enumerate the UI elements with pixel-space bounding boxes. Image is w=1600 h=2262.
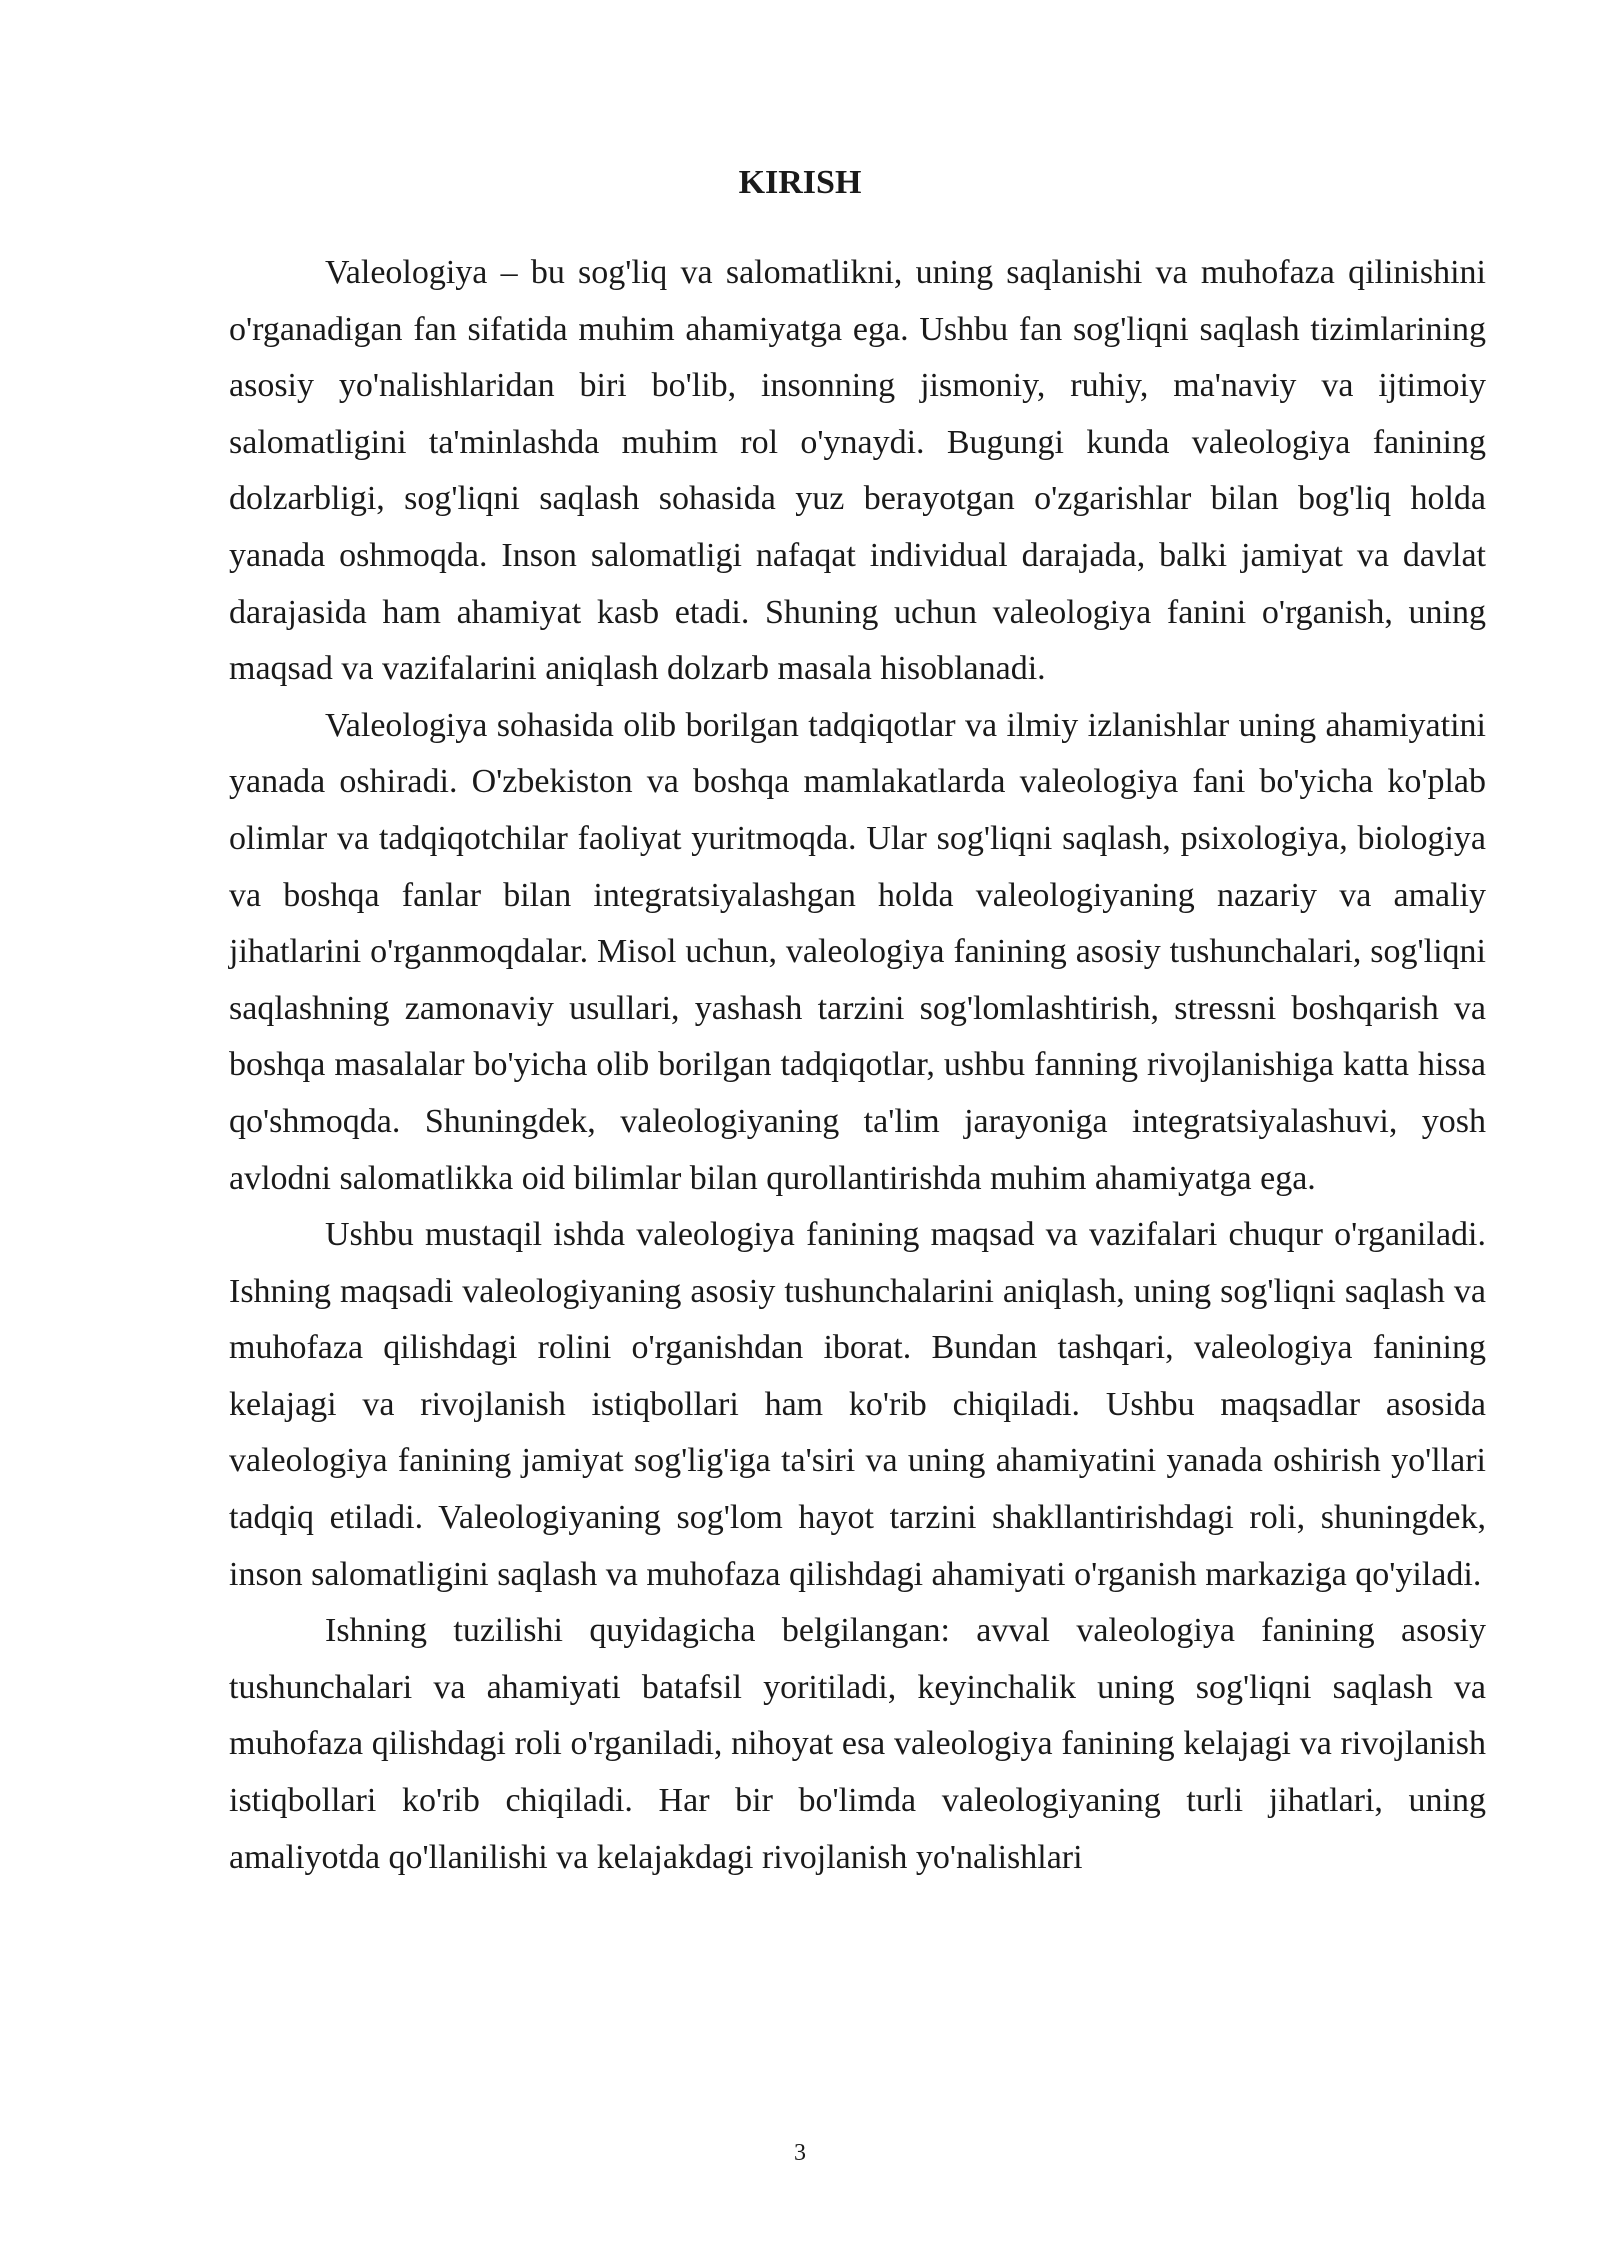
paragraph-3: Ushbu mustaqil ishda valeologiya fanining maqsad va vazifalari chuqur o'rganiladi. Ishning maqsadi valeologiyaning asosiy tushunchalarini aniqlash, uning sog'liqni saqlash va muhofaza qilishdagi rolini o'rganishdan iborat. Bundan tashqari, valeologiya fanining kelajagi va rivojlanish istiqbollari ham ko'rib chiqiladi. Ushbu maqsadlar asosida valeologiya fanining jamiyat sog'lig'iga ta'siri va uning ahamiyatini yanada oshirish yo'llari tadqiq etiladi. Valeologiyaning sog'lom hayot tarzini shakllantirishdagi roli, shuningdek, inson salomatligini saqlash va muhofaza qilishdagi ahamiyati o'rganish markaziga qo'yiladi.: [229, 1216, 1486, 1593]
page-number: 3: [794, 2140, 806, 2166]
paragraph-1: Valeologiya – bu sog'liq va salomatlikni, uning saqlanishi va muhofaza qilinishini o'rganadigan fan sifatida muhim ahamiyatga ega. Ushbu fan sog'liqni saqlash tizimlarining asosiy yo'nalishlaridan biri bo'lib, insonning jismoniy, ruhiy, ma'naviy va ijtimoiy salomatligini ta'minlashda muhim rol o'ynaydi. Bugungi kunda valeologiya fanining dolzarbligi, sog'liqni saqlash sohasida yuz berayotgan o'zgarishlar bilan bog'liq holda yanada oshmoqda. Inson salomatligi nafaqat individual darajada, balki jamiyat va davlat darajasida ham ahamiyat kasb etadi. Shuning uchun valeologiya fanini o'rganish, uning maqsad va vazifalarini aniqlash dolzarb masala hisoblanadi.: [229, 254, 1486, 688]
paragraph-4: Ishning tuzilishi quyidagicha belgilangan: avval valeologiya fanining asosiy tushunchalari va ahamiyati batafsil yoritiladi, keyinchalik uning sog'liqni saqlash va muhofaza qilishdagi roli o'rganiladi, nihoyat esa valeologiya fanining kelajagi va rivojlanish istiqbollari ko'rib chiqiladi. Har bir bo'limda valeologiyaning turli jihatlari, uning amaliyotda qo'llanilishi va kelajakdagi rivojlanish yo'nalishlari: [229, 1612, 1486, 1876]
body-text: [229, 245, 1486, 1886]
section-heading: KIRISH: [738, 164, 862, 201]
paragraph-2: Valeologiya sohasida olib borilgan tadqiqotlar va ilmiy izlanishlar uning ahamiyatini yanada oshiradi. O'zbekiston va boshqa mamlakatlarda valeologiya fani bo'yicha ko'plab olimlar va tadqiqotchilar faoliyat yuritmoqda. Ular sog'liqni saqlash, psixologiya, biologiya va boshqa fanlar bilan integratsiyalashgan holda valeologiyaning nazariy va amaliy jihatlarini o'rganmoqdalar. Misol uchun, valeologiya fanining asosiy tushunchalari, sog'liqni saqlashning zamonaviy usullari, yashash tarzini sog'lomlashtirish, stressni boshqarish va boshqa masalalar bo'yicha olib borilgan tadqiqotlar, ushbu fanning rivojlanishiga katta hissa qo'shmoqda. Shuningdek, valeologiyaning ta'lim jarayoniga integratsiyalashuvi, yosh avlodni salomatlikka oid bilimlar bilan qurollantirishda muhim ahamiyatga ega.: [229, 706, 1486, 1197]
